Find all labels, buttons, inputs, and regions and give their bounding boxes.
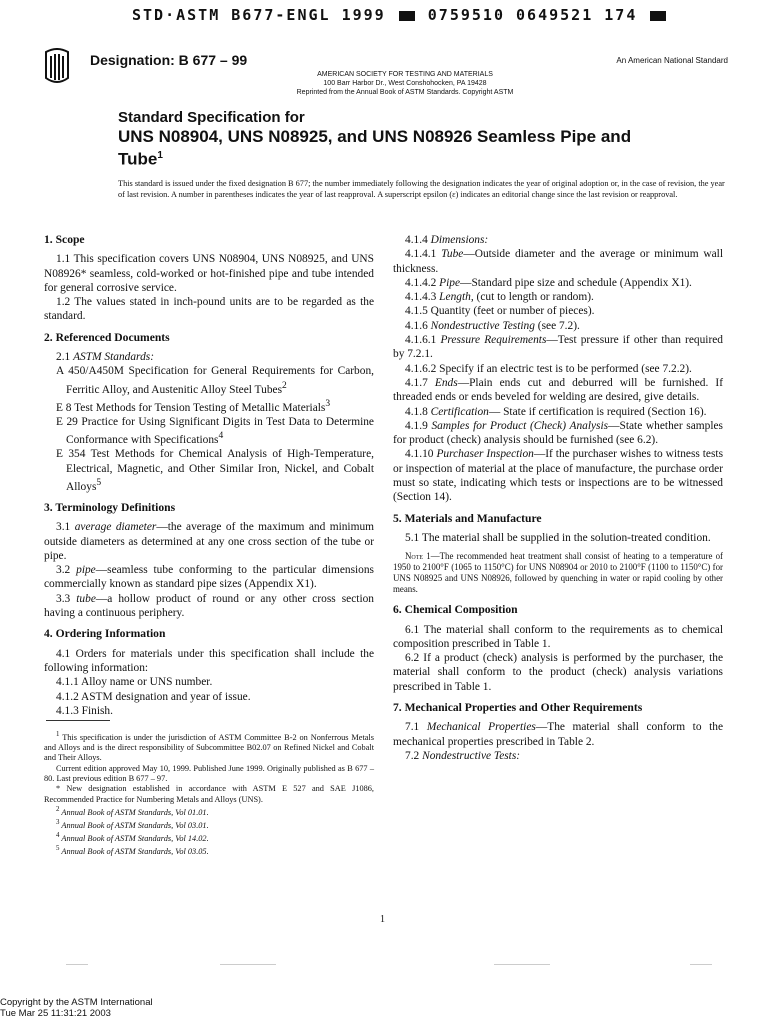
document-header-code: [132, 6, 668, 24]
item-title: Length,: [439, 291, 474, 304]
header-code-suffix: 0759510 0649521 174: [427, 6, 638, 24]
note: [393, 551, 723, 595]
paragraph: [393, 319, 723, 333]
society-block: [260, 70, 550, 97]
copyright-line: Copyright by the ASTM International: [0, 997, 153, 1008]
subsection-title: ASTM Standards:: [73, 351, 154, 364]
list-item: 4.1.2 ASTM designation and year of issue.: [56, 690, 251, 703]
reference-text: E 29 Practice for Using Significant Digits in Test Data to Determine Conformance with Specifications: [56, 415, 374, 446]
paragraph: [393, 276, 723, 290]
item-number: 4.1.6.1: [405, 334, 441, 347]
footnote-mark: 3: [325, 398, 331, 409]
item-number: 4.1.4.1: [405, 248, 442, 261]
paragraph: [393, 405, 723, 419]
item-title: Tube: [441, 248, 464, 261]
footnote-text: Annual Book of ASTM Standards, Vol 14.02.: [59, 833, 209, 843]
definition-text: —the average of the maximum and minimum outside diameters as determined at any one cross section of the tube or pipe.: [44, 521, 375, 562]
item-number: 4.1.4: [405, 234, 431, 246]
item-text: —Outside diameter and the average or minimum wall thickness.: [393, 248, 724, 275]
footnote-mark: 2: [56, 805, 60, 813]
paragraph: [393, 447, 723, 504]
definition: [44, 592, 374, 621]
section-heading-ordering: 4. Ordering Information: [44, 627, 166, 641]
scan-artifact-line: [220, 964, 276, 965]
left-column: [44, 233, 374, 718]
item-text: —If the purchaser wishes to witness tests or inspection of material at the place of manufacture, the purchase order must so state, indicating which tests or inspections are to be witnessed (Section 14).: [393, 448, 724, 504]
item-text: (cut to length or random).: [473, 291, 594, 304]
footnote-text: This specification is under the jurisdiction of ASTM Committee B-2 on Nonferrous Metals and Alloys and is the direct responsibility of Subcommittee B02.07 on Refined Nickel and Cobalt and Their Alloys.: [44, 732, 374, 763]
definition: [44, 520, 374, 563]
header-code-prefix: STD·ASTM B677-ENGL 1999: [132, 6, 386, 24]
page-number: 1: [380, 914, 385, 925]
item-text: —State whether samples for product (check) analysis should be furnished (see 6.2).: [393, 419, 723, 447]
definition-number: 3.3: [56, 592, 77, 605]
item-title: Nondestructive Tests:: [422, 749, 521, 762]
reference-text: A 450/A450M Specification for General Requirements for Carbon, Ferritic Alloy, and Austenitic Alloy Steel Tubes: [56, 365, 374, 396]
paragraph: 6.2 If a product (check) analysis is performed by the purchaser, the material shall conform to the product (check) analysis variations prescribed in Table 1.: [393, 652, 723, 693]
scan-artifact-line: [66, 964, 88, 965]
item-number: 4.1.7: [405, 376, 435, 389]
footnote-text: Annual Book of ASTM Standards, Vol 03.01.: [59, 820, 209, 830]
reference-item: [56, 415, 374, 447]
footnote-text: Annual Book of ASTM Standards, Vol 03.05.: [59, 846, 209, 856]
society-name: AMERICAN SOCIETY FOR TESTING AND MATERIALS: [317, 71, 493, 78]
item-text: — State if certification is required (Section 16).: [488, 405, 707, 418]
copyright-stamp: [0, 997, 153, 1019]
footnote-mark: 4: [218, 431, 224, 442]
paragraph: [44, 350, 374, 364]
footnote-mark: 4: [56, 831, 60, 839]
footnote: [44, 805, 374, 818]
item-number: 4.1.8: [405, 405, 431, 418]
designation: Designation: B 677 – 99: [90, 52, 248, 68]
reference-item: [56, 397, 374, 415]
list-item: 4.1.1 Alloy name or UNS number.: [56, 676, 213, 689]
copyright-timestamp: Tue Mar 25 11:31:21 2003: [0, 1008, 111, 1019]
reference-text: E 8 Test Methods for Tension Testing of Metallic Materials: [56, 401, 326, 414]
footnote-divider: [46, 720, 110, 721]
society-address: 100 Barr Harbor Dr., West Conshohocken, PA 19428: [323, 80, 487, 87]
item-title: Pipe: [439, 276, 461, 289]
paragraph: [393, 376, 723, 405]
item-title: Pressure Requirements: [440, 334, 547, 347]
reference-item: [56, 364, 374, 396]
footnote: [44, 831, 374, 844]
title-line-1: Standard Specification for: [118, 109, 305, 126]
definition-text: —a hollow product of round or any other cross section having a continuous periphery.: [44, 592, 374, 620]
definition-term: pipe: [76, 564, 96, 577]
paragraph: [393, 419, 723, 448]
item-number: 7.2: [405, 749, 423, 762]
item-number: 4.1.4.3: [405, 291, 440, 304]
barcode-block-icon: [650, 11, 666, 21]
right-column: [393, 233, 723, 763]
footnote-mark: 5: [56, 845, 60, 853]
paragraph: 5.1 The material shall be supplied in the solution-treated condition.: [405, 531, 711, 544]
definition-number: 3.1: [56, 521, 75, 534]
paragraph: 4.1.6.2 Specify if an electric test is to be performed (see 7.2.2).: [405, 362, 692, 375]
item-text: —Plain ends cut and deburred will be furnished. If threaded ends or ends beveled for welding are desired, give details.: [393, 376, 723, 404]
scan-artifact-line: [690, 964, 712, 965]
note-label: Note 1: [405, 551, 431, 562]
footnote-text: Annual Book of ASTM Standards, Vol 01.01.: [59, 807, 209, 817]
footnote-text: * New designation established in accordance with ASTM E 527 and SAE J1086, Recommended Practice for Numbering Metals and Alloys (UNS).: [44, 784, 374, 804]
barcode-block-icon: [399, 11, 415, 21]
astm-logo-icon: [42, 48, 72, 86]
item-title: Nondestructive Testing: [430, 319, 535, 332]
paragraph: [393, 333, 723, 362]
section-heading-materials: 5. Materials and Manufacture: [393, 511, 542, 525]
footnote: [44, 764, 374, 785]
footnote-mark: 3: [56, 818, 60, 826]
section-heading-mechanical: 7. Mechanical Properties and Other Requirements: [393, 701, 643, 715]
document-title: [118, 108, 678, 169]
paragraph: [393, 233, 723, 247]
section-heading-chemical: 6. Chemical Composition: [393, 603, 518, 617]
section-heading-referenced-documents: 2. Referenced Documents: [44, 330, 170, 344]
title-line-2: UNS N08904, UNS N08925, and UNS N08926 Seamless Pipe and Tube: [118, 127, 632, 169]
footnote: [44, 730, 374, 764]
item-title: Ends: [434, 376, 458, 389]
scan-artifact-line: [494, 964, 550, 965]
footnote: [44, 844, 374, 857]
footnote-mark: 5: [96, 477, 102, 488]
item-text: —The material shall conform to the mechanical properties prescribed in Table 2.: [393, 721, 724, 748]
reference-text: E 354 Test Methods for Chemical Analysis of High-Temperature, Electrical, Magnetic, and Other Similar Iron, Nickel, and Cobalt Alloys: [56, 448, 374, 493]
definition: [44, 563, 374, 592]
paragraph: [393, 290, 723, 304]
item-text: —Test pressure if other than required by 7.2.1.: [393, 334, 723, 361]
item-number: 4.1.4.2: [405, 276, 440, 289]
paragraph: [393, 720, 723, 749]
item-number: 4.1.9: [405, 419, 432, 432]
item-title: Mechanical Properties: [426, 721, 536, 734]
paragraph: 6.1 The material shall conform to the requirements as to chemical composition prescribed in Table 1.: [393, 623, 723, 650]
paragraph: 1.1 This specification covers UNS N08904, UNS N08925, and UNS N08926* seamless, cold-worked or hot-finished pipe and tube intended for general corrosive service.: [44, 253, 374, 294]
paragraph: [393, 247, 723, 276]
item-title: Samples for Product (Check) Analysis: [431, 419, 609, 432]
footnotes: [44, 730, 374, 857]
paragraph: 4.1 Orders for materials under this specification shall include the following information:: [44, 647, 374, 674]
definition-number: 3.2: [56, 564, 77, 577]
item-title: Purchaser Inspection: [436, 448, 534, 461]
paragraph: 1.2 The values stated in inch-pound units are to be regarded as the standard.: [44, 296, 374, 323]
footnote-mark: 1: [56, 731, 60, 738]
footnote-mark: 2: [282, 380, 287, 391]
item-text: (see 7.2).: [534, 319, 580, 332]
definition-term: tube: [76, 592, 96, 605]
definition-term: average diameter: [74, 521, 157, 534]
item-title: Certification: [430, 405, 489, 418]
item-text: —Standard pipe size and schedule (Appendix X1).: [460, 276, 692, 289]
list-item: 4.1.3 Finish.: [56, 704, 113, 717]
footnote: [44, 818, 374, 831]
item-number: 4.1.6: [405, 319, 431, 332]
subsection-number: 2.1: [56, 351, 74, 364]
footnote-text: Current edition approved May 10, 1999. Published June 1999. Originally published as B 677 – 80. Last previous edition B 677 – 97.: [44, 763, 374, 783]
paragraph: 4.1.5 Quantity (feet or number of pieces).: [405, 305, 595, 318]
definition-text: —seamless tube conforming to the particular dimensions commercially known as standard pipe sizes (Appendix X1).: [44, 564, 374, 591]
paragraph: [393, 749, 723, 763]
standard-intro-note: This standard is issued under the fixed designation B 677; the number immediately following the designation indicates the year of original adoption or, in the case of revision, the year of last revision. A number in parentheses indicates the year of last reapproval. A superscript epsilon (ε) indicates an editorial change since the last revision or reapproval.: [118, 179, 725, 199]
footnote: [44, 784, 374, 805]
item-title: Dimensions:: [430, 234, 489, 246]
item-number: 7.1: [405, 721, 427, 734]
item-number: 4.1.10: [405, 448, 437, 461]
society-reprint-note: Reprinted from the Annual Book of ASTM Standards. Copyright ASTM: [296, 89, 514, 96]
reference-item: [56, 447, 374, 494]
title-footnote-mark: 1: [157, 150, 163, 161]
section-heading-terminology: 3. Terminology Definitions: [44, 500, 176, 514]
note-text: —The recommended heat treatment shall consist of heating to a temperature of 1950 to 2100°F (1065 to 1150°C) for UNS N08904 or 2010 to 2100°F (1100 to 1150°C) for UNS N08925 and UNS N08926, followed by quenching in water or rapid cooling by other means.: [393, 551, 724, 595]
section-heading-scope: 1. Scope: [44, 233, 85, 246]
american-national-standard-label: An American National Standard: [616, 56, 728, 65]
